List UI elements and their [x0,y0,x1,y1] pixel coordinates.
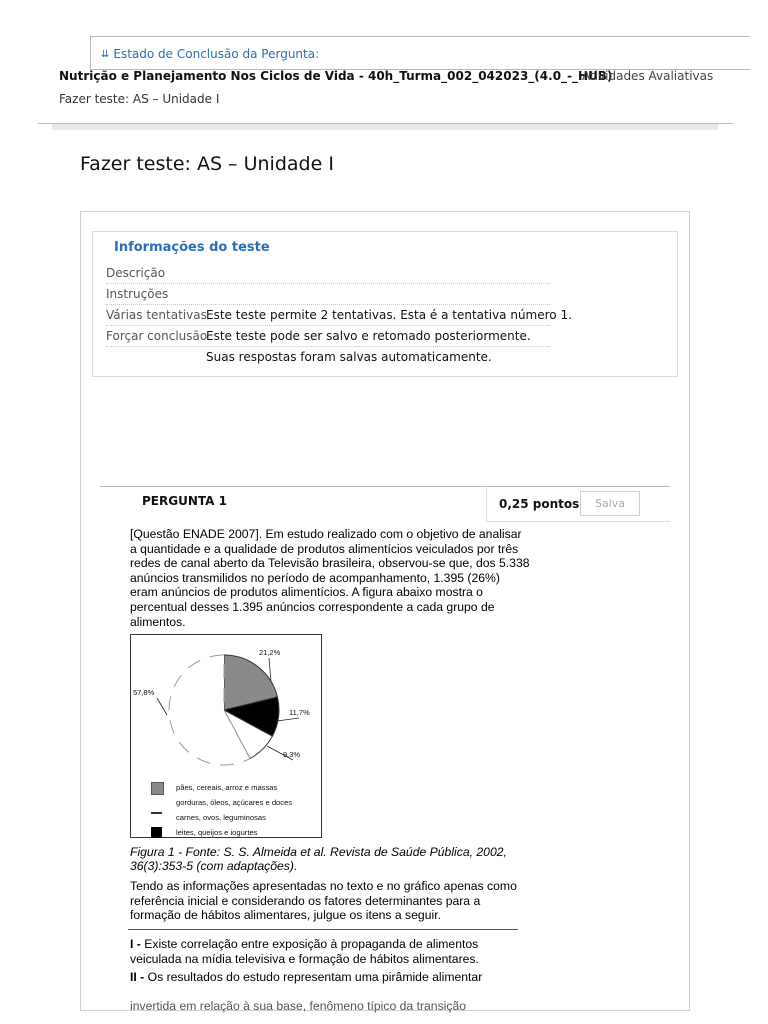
statement-marker: I - [130,937,141,951]
question-status-label: Estado de Conclusão da Pergunta: [113,47,320,61]
question-status-toggle[interactable] [101,47,319,61]
test-info-value: Este teste pode ser salvo e retomado posteriormente. [206,329,531,343]
test-info-row [106,326,550,347]
question-number: PERGUNTA 1 [142,494,227,508]
breadcrumb-current-page: Fazer teste: AS – Unidade I [59,92,220,106]
pie-slice-value-label: 57,8% [133,688,155,697]
test-info-row [106,263,550,284]
test-info-value: Este teste permite 2 tentativas. Esta é a tentativa número 1. [206,308,572,322]
statement-text: invertida em relação à sua base, fenômeno típico da transição [130,999,467,1013]
question-text: [Questão ENADE 2007]. Em estudo realizado com o objetivo de analisar a quantidade e a qualidade de produtos alimentícios veiculados por três redes de canal aberto da Televisão brasileira, observou-se que, dos 5.338 anúncios transmilidos no período de acompanhamento, 1.395 (26%) eram anúncios de produtos alimentícios. A figura abaixo mostra o percentual desses 1.395 anúncios correspondente a cada grupo de alimentos. [130,527,530,629]
pie-label-leader [277,718,299,721]
legend-label: carnes, ovos, leguminosas [176,813,266,822]
question-points: 0,25 pontos [499,497,580,511]
legend-swatch [151,827,162,838]
breadcrumb-section[interactable]: Atividades Avaliativas [582,69,714,83]
pie-chart [131,635,321,775]
statement-item [130,970,520,985]
legend-label: pães, cereais, arroz e massas [176,783,278,792]
pie-chart-figure [130,634,322,838]
question-divider [128,929,518,930]
statement-item [130,999,520,1014]
statement-item [130,937,520,966]
statement-text: Existe correlação entre exposição à propaganda de alimentos veiculada na mídia televisiva e formação de hábitos alimentares. [130,937,479,966]
legend-swatch [151,782,164,795]
breadcrumb-course[interactable]: Nutrição e Planejamento Nos Ciclos de Vida - 40h_Turma_002_042023_(4.0_-_HUB) [59,69,613,83]
pie-slice-value-label: 21,2% [259,648,281,657]
question-status-bar [90,36,750,70]
test-info-label: Forçar conclusão [106,329,208,343]
test-info-label: Descrição [106,266,166,280]
test-info-row [106,305,572,326]
statement-marker: II - [130,970,145,984]
legend-label: gorduras, óleos, açúcares e doces [176,798,293,807]
test-info-row [106,284,550,305]
autosave-notice: Suas respostas foram salvas automaticamente. [206,350,492,364]
figure-caption: Figura 1 - Fonte: S. S. Almeida et al. Revista de Saúde Pública, 2002, 36(3):353-5 (com adaptações). [130,845,507,873]
test-info-title: Informações do teste [114,240,270,255]
pie-slice-value-label: 11,7% [289,708,310,717]
pie-slice-value-label: 9,3% [283,750,301,759]
test-info-label: Instruções [106,287,169,301]
save-answer-button[interactable]: Salva [580,491,640,516]
page-title: Fazer teste: AS – Unidade I [80,153,334,175]
pie-label-leader [157,698,167,715]
legend-swatch [151,812,162,825]
test-info-label: Várias tentativas [106,308,207,322]
legend-label: leites, queijos e iogurtes [176,828,258,837]
double-chevron-down-icon: ⇊ [101,48,110,60]
legend-swatch [151,797,162,808]
header-shadow [52,124,718,130]
question-intro: Tendo as informações apresentadas no texto e no gráfico apenas como referência inicial e considerando os fatores determinantes para a formação de hábitos alimentares, julgue os itens a seguir. [130,879,517,922]
statement-text: Os resultados do estudo representam uma pirâmide alimentar [147,970,483,984]
